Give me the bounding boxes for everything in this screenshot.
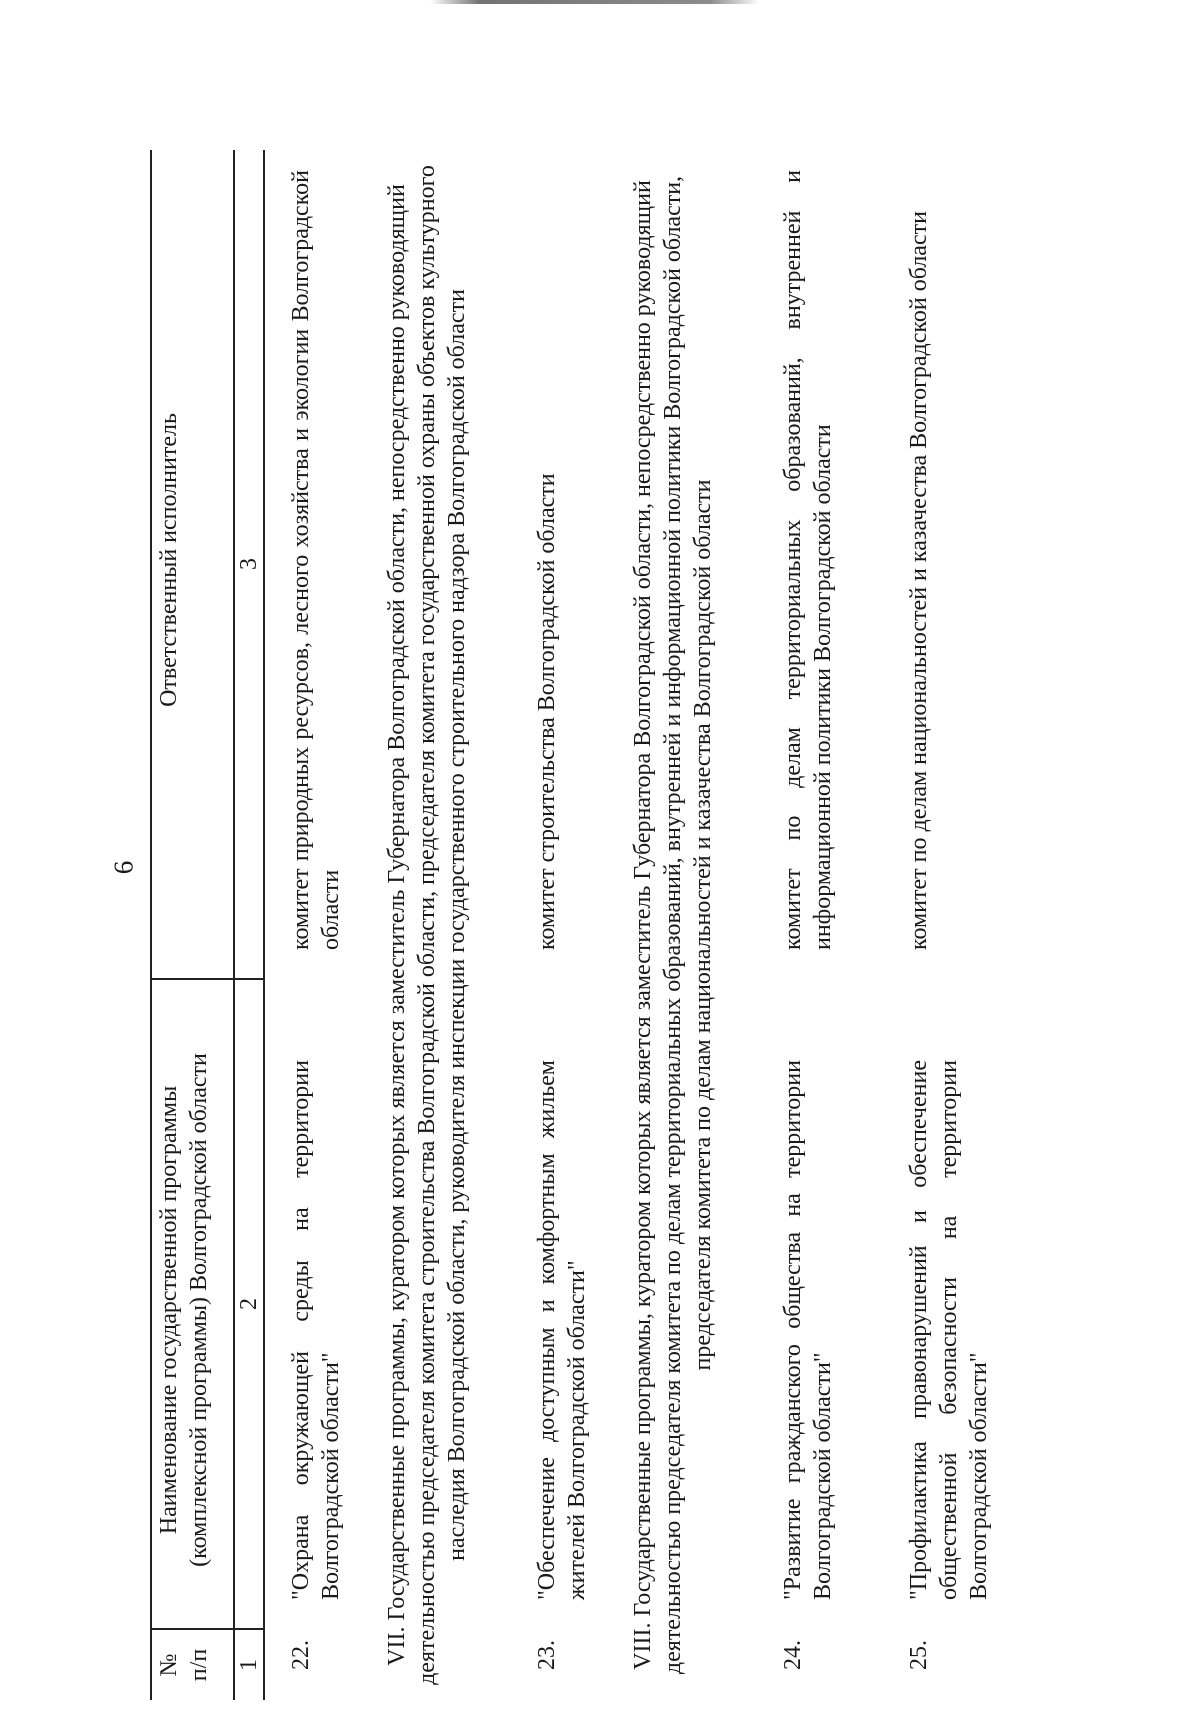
row-number-22: 22. [288,1640,314,1670]
rotated-table [150,150,1070,1700]
section-vii-heading: VII. Государственные программы, куратором которых является заместитель Губернатора Волгоградской области, непосредственно руководящий деятельностью председателя комитета строительства Волгоградской области, председателя комитета государственной охраны объектов культурного наследия Волгоградской области, руководителя инспекции государственного строительного надзора Волгоградской области [384,165,470,1685]
header-index-1: 1 [236,1659,262,1671]
header-index-2: 2 [236,1298,262,1310]
page-number: 6 [108,860,139,875]
row-number-23: 23. [534,1640,560,1670]
header-col-executor: Ответственный исполнитель [156,413,182,707]
row-22-program-name: "Охрана окружающей среды на территории Волгоградской области" [288,1060,344,1600]
row-number-24: 24. [780,1640,806,1670]
header-col-program-name: Наименование государственной программы (комплексной программы) Волгоградской области [156,1053,212,1567]
row-22-executor: комитет природных ресурсов, лесного хозяйства и экологии Волгоградской области [288,170,344,950]
row-23-program-name: "Обеспечение доступным и комфортным жильем жителей Волгоградской области" [534,1060,590,1600]
row-25-program-name: "Профилактика правонарушений и обеспечение общественной безопасности на территории Волгоградской области" [906,1060,992,1600]
header-col-number: № п/п [156,1648,212,1682]
header-index-3: 3 [236,558,262,570]
scan-edge-smudge [430,0,760,4]
row-25-executor: комитет по делам национальностей и казачества Волгоградской области [906,211,932,950]
row-24-executor: комитет по делам территориальных образований, внутренней и информационной политики Волгоградской области [780,170,836,950]
header-top-border [150,150,152,1700]
row-24-program-name: "Развитие гражданского общества на территории Волгоградской области" [780,1060,836,1600]
row-23-executor: комитет строительства Волгоградской области [534,473,560,950]
row-number-25: 25. [906,1640,932,1670]
section-viii-heading: VIII. Государственные программы, куратором которых является заместитель Губернатора Волгоградской области, непосредственно руководящий деятельностью председателя комитета по делам территориальных образований, внутренней и информационной политики Волгоградской области, председателя комитета по делам национальностей и казачества Волгоградской области [630,175,716,1675]
